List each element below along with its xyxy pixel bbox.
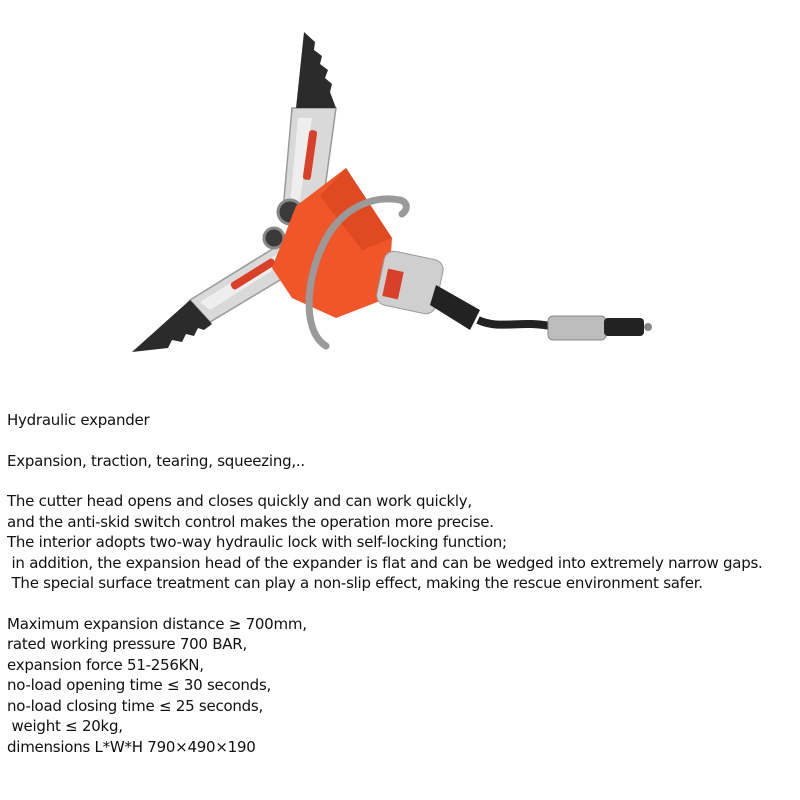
hydraulic-hose	[478, 320, 550, 326]
product-functions: Expansion, traction, tearing, squeezing,..	[7, 451, 305, 470]
description-line: The special surface treatment can play a non-slip effect, making the rescue environment safer.	[7, 574, 703, 592]
spec-line: weight ≤ 20kg,	[7, 717, 123, 735]
description-line: The cutter head opens and closes quickly and can work quickly,	[7, 492, 472, 510]
description-line: and the anti-skid switch control makes the operation more precise.	[7, 512, 494, 531]
upper-blade-tip	[296, 32, 336, 108]
hydraulic-expander-image	[120, 20, 660, 365]
description-line: in addition, the expansion head of the expander is flat and can be wedged into extremely narrow gaps.	[7, 553, 763, 572]
product-title: Hydraulic expander	[7, 411, 150, 429]
spec-line: no-load opening time ≤ 30 seconds,	[7, 676, 272, 694]
spec-line: expansion force 51-256KN,	[7, 655, 204, 674]
description-line: The interior adopts two-way hydraulic lock with self-locking function;	[7, 533, 507, 551]
rear-connector	[430, 285, 480, 330]
spec-line: dimensions L*W*H 790×490×190	[7, 737, 256, 756]
spec-line: Maximum expansion distance ≥ 700mm,	[7, 614, 307, 633]
spec-line: no-load closing time ≤ 25 seconds,	[7, 696, 263, 715]
spec-line: rated working pressure 700 BAR,	[7, 635, 247, 653]
quick-coupler	[548, 316, 606, 340]
product-description	[7, 410, 797, 757]
